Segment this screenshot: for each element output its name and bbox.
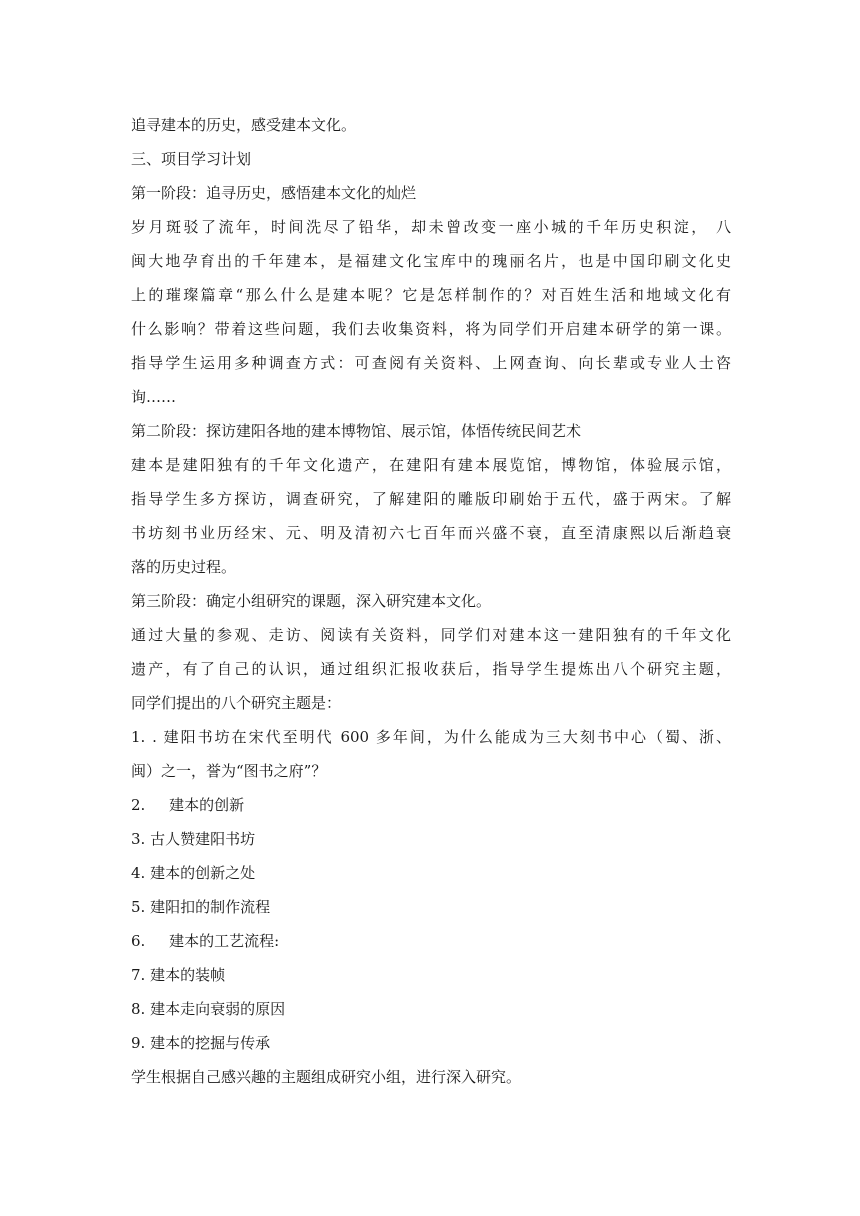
list-item: 4. 建本的创新之处	[131, 864, 256, 882]
text-line: 什么影响？带着这些问题，我们去收集资料，将为同学们开启建本研学的第一课。	[131, 320, 731, 338]
list-item: 3. 古人赞建阳书坊	[131, 830, 256, 848]
text-line: 上的璀璨篇章“那么什么是建本呢？它是怎样制作的？对百姓生活和地域文化有	[131, 286, 731, 304]
text-line: 追寻建本的历史，感受建本文化。	[131, 116, 357, 134]
text-line: 落的历史过程。	[131, 558, 237, 576]
text-line: 询……	[131, 388, 177, 406]
text-line: 指导学生多方探访，调查研究，了解建阳的雕版印刷始于五代，盛于两宋。了解	[131, 490, 731, 508]
text-line: 闽）之一，誉为“图书之府”？	[131, 762, 327, 780]
list-item: 8. 建本走向衰弱的原因	[131, 1000, 286, 1018]
text-line: 建本是建阳独有的千年文化遗产，在建阳有建本展览馆，博物馆，体验展示馆，	[131, 456, 731, 474]
stage-heading: 第一阶段：追寻历史，感悟建本文化的灿烂	[131, 184, 417, 202]
stage-heading: 第二阶段：探访建阳各地的建本博物馆、展示馆，体悟传统民间艺术	[131, 422, 582, 440]
text-line: 通过大量的参观、走访、阅读有关资料，同学们对建本这一建阳独有的千年文化	[131, 626, 731, 644]
text-line: 学生根据自己感兴趣的主题组成研究小组，进行深入研究。	[131, 1068, 522, 1086]
list-item: 2. 建本的创新	[131, 796, 245, 814]
section-heading: 三、项目学习计划	[131, 150, 252, 168]
text-line: 岁月斑驳了流年，时间洗尽了铅华，却未曾改变一座小城的千年历史积淀， 八	[131, 218, 731, 236]
list-item: 5. 建阳扣的制作流程	[131, 898, 271, 916]
list-item: 7. 建本的装帧	[131, 966, 226, 984]
list-item: 9. 建本的挖掘与传承	[131, 1034, 271, 1052]
stage-heading: 第三阶段：确定小组研究的课题，深入研究建本文化。	[131, 592, 492, 610]
text-line: 遗产，有了自己的认识，通过组织汇报收获后，指导学生提炼出八个研究主题，	[131, 660, 731, 678]
text-line: 同学们提出的八个研究主题是：	[131, 694, 342, 712]
text-line: 闽大地孕育出的千年建本，是福建文化宝库中的瑰丽名片，也是中国印刷文化史	[131, 252, 731, 270]
list-item: 6. 建本的工艺流程:	[131, 932, 280, 950]
text-line: 书坊刻书业历经宋、元、明及清初六七百年而兴盛不衰，直至清康熙以后渐趋衰	[131, 524, 731, 542]
document-body	[131, 108, 731, 1094]
list-item: 1. . 建阳书坊在宋代至明代 600 多年间，为什么能成为三大刻书中心（蜀、浙、	[131, 728, 731, 746]
text-line: 指导学生运用多种调查方式：可查阅有关资料、上网查询、向长辈或专业人士咨	[131, 354, 731, 372]
